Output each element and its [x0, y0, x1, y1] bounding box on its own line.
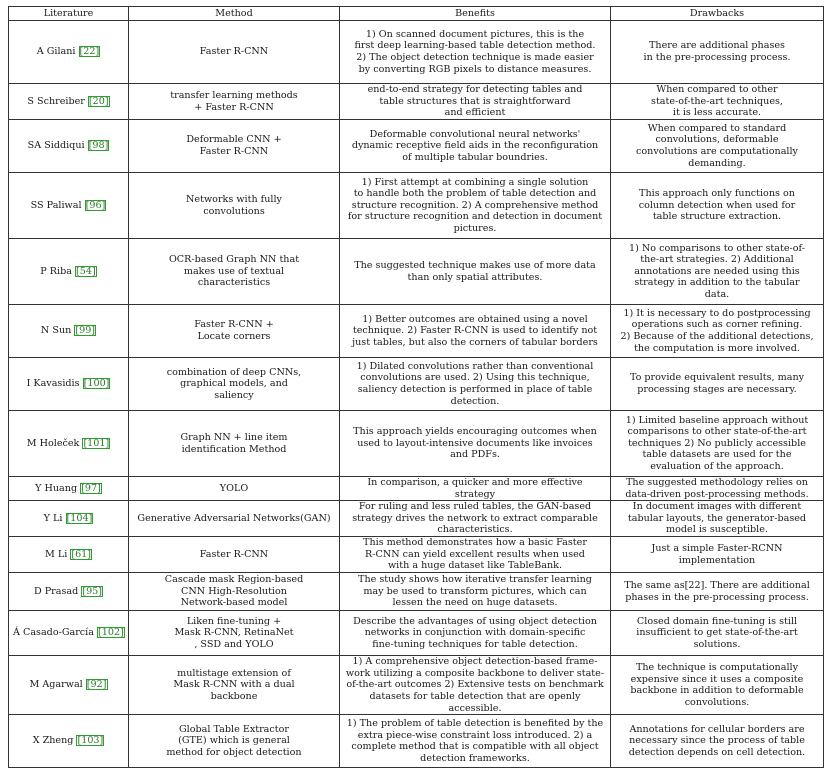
drawbacks-cell: When compared to standard convolutions, deformable convolutions are computationally demanding.	[611, 120, 824, 173]
table-row	[9, 573, 824, 611]
method-cell: Cascade mask Region-based CNN High-Resolution Network-based model	[129, 573, 340, 611]
literature-cell	[9, 501, 129, 537]
table-row	[9, 120, 824, 173]
comparison-table	[8, 6, 824, 768]
method-cell: Graph NN + line item identification Method	[129, 411, 340, 477]
citation-link[interactable]: [103]	[77, 735, 104, 747]
author-name: S Schreiber	[27, 95, 85, 107]
citation-link[interactable]: [54]	[76, 265, 96, 277]
method-cell: Liken fine-tuning + Mask R-CNN, RetinaNet , SSD and YOLO	[129, 611, 340, 656]
table-row	[9, 537, 824, 573]
citation-link[interactable]: [98]	[88, 140, 109, 152]
table-row	[9, 501, 824, 537]
header-literature: Literature	[9, 7, 129, 21]
author-name: X Zheng	[32, 735, 74, 747]
citation-link[interactable]: [92]	[86, 679, 107, 691]
citation-link[interactable]: [96]	[85, 199, 106, 211]
drawbacks-cell: This approach only functions on column detection when used for table structure extraction.	[611, 173, 824, 239]
literature-cell	[9, 358, 129, 411]
author-name: Á Casado-García	[13, 627, 94, 639]
benefits-cell: For ruling and less ruled tables, the GAN-based strategy drives the network to extract comparable characteristics.	[340, 501, 611, 537]
method-cell: Faster R-CNN	[129, 21, 340, 84]
benefits-cell: This method demonstrates how a basic Faster R-CNN can yield excellent results when used with a huge dataset like TableBank.	[340, 537, 611, 573]
method-cell: OCR-based Graph NN that makes use of textual characteristics	[129, 239, 340, 305]
drawbacks-cell: The suggested methodology relies on data-driven post-processing methods.	[611, 477, 824, 501]
citation-link[interactable]: [102]	[98, 627, 124, 639]
literature-cell	[9, 537, 129, 573]
literature-cell	[9, 477, 129, 501]
benefits-cell: 1) Dilated convolutions rather than conventional convolutions are used. 2) Using this technique, saliency detection is performed in place of table detection.	[340, 358, 611, 411]
table-row	[9, 477, 824, 501]
literature-cell	[9, 611, 129, 656]
literature-cell	[9, 21, 129, 84]
drawbacks-cell: The technique is computationally expensive since it uses a composite backbone in addition to deformable convolutions.	[611, 656, 824, 715]
method-cell: Faster R-CNN	[129, 537, 340, 573]
benefits-cell: The study shows how iterative transfer learning may be used to transform pictures, which can lessen the need on huge datasets.	[340, 573, 611, 611]
method-cell: Networks with fully convolutions	[129, 173, 340, 239]
method-cell: Faster R-CNN + Locate corners	[129, 305, 340, 358]
drawbacks-cell: Annotations for cellular borders are necessary since the process of table detection depends on cell detection.	[611, 715, 824, 768]
benefits-cell: In comparison, a quicker and more effective strategy	[340, 477, 611, 501]
benefits-cell: end-to-end strategy for detecting tables and table structures that is straightforward and efficient	[340, 84, 611, 120]
citation-link[interactable]: [22]	[79, 46, 100, 58]
author-name: M Holeček	[26, 437, 80, 449]
author-name: SS Paliwal	[30, 199, 82, 211]
table-row	[9, 611, 824, 656]
benefits-cell: 1) A comprehensive object detection-based frame- work utilizing a composite backbone to deliver state- of-the-art outcomes 2) Extensive tests on benchmark datasets for table detection that are openly accessible.	[340, 656, 611, 715]
comparison-table-page	[8, 6, 823, 768]
author-name: D Prasad	[33, 585, 79, 597]
benefits-cell: 1) First attempt at combining a single solution to handle both the problem of table detection and structure recognition. 2) A comprehensive method for structure recognition and detection in document pictures.	[340, 173, 611, 239]
author-name: M Agarwal	[29, 679, 83, 691]
method-cell: multistage extension of Mask R-CNN with a dual backbone	[129, 656, 340, 715]
citation-link[interactable]: [61]	[71, 548, 92, 560]
drawbacks-cell: When compared to other state-of-the-art techniques, it is less accurate.	[611, 84, 824, 120]
method-cell: combination of deep CNNs, graphical models, and saliency	[129, 358, 340, 411]
literature-cell	[9, 573, 129, 611]
table-row	[9, 411, 824, 477]
citation-link[interactable]: [100]	[83, 378, 110, 390]
table-body	[9, 21, 824, 768]
drawbacks-cell: To provide equivalent results, many processing stages are necessary.	[611, 358, 824, 411]
method-cell: Deformable CNN + Faster R-CNN	[129, 120, 340, 173]
benefits-cell: 1) On scanned document pictures, this is the first deep learning-based table detection method. 2) The object detection technique is made easier by converting RGB pixels to distance measures.	[340, 21, 611, 84]
citation-link[interactable]: [99]	[75, 325, 96, 337]
drawbacks-cell: The same as[22]. There are additional phases in the pre-processing process.	[611, 573, 824, 611]
citation-link[interactable]: [97]	[81, 482, 101, 494]
benefits-cell: The suggested technique makes use of more data than only spatial attributes.	[340, 239, 611, 305]
citation-link[interactable]: [95]	[82, 585, 103, 597]
benefits-cell: Describe the advantages of using object detection networks in conjunction with domain-specific fine-tuning techniques for table detection.	[340, 611, 611, 656]
author-name: I Kavasidis	[26, 378, 80, 390]
literature-cell	[9, 411, 129, 477]
benefits-cell: Deformable convolutional neural networks' dynamic receptive field aids in the reconfiguration of multiple tabular boundries.	[340, 120, 611, 173]
benefits-cell: This approach yields encouraging outcomes when used to layout-intensive documents like invoices and PDFs.	[340, 411, 611, 477]
benefits-cell: 1) The problem of table detection is benefited by the extra piece-wise constraint loss introduced. 2) a complete method that is compatible with all object detection frameworks.	[340, 715, 611, 768]
literature-cell	[9, 120, 129, 173]
header-row	[9, 7, 824, 21]
literature-cell	[9, 84, 129, 120]
literature-cell	[9, 715, 129, 768]
method-cell: Global Table Extractor (GTE) which is general method for object detection	[129, 715, 340, 768]
table-row	[9, 358, 824, 411]
author-name: M Li	[44, 548, 68, 560]
citation-link[interactable]: [20]	[88, 95, 109, 107]
literature-cell	[9, 305, 129, 358]
author-name: A Gilani	[36, 46, 76, 58]
drawbacks-cell: Closed domain fine-tuning is still insufficient to get state-of-the-art solutions.	[611, 611, 824, 656]
literature-cell	[9, 173, 129, 239]
table-row	[9, 173, 824, 239]
method-cell: transfer learning methods + Faster R-CNN	[129, 84, 340, 120]
literature-cell	[9, 239, 129, 305]
author-name: Y Li	[43, 512, 63, 524]
drawbacks-cell: 1) No comparisons to other state-of- the-art strategies. 2) Additional annotations are needed using this strategy in addition to the tabular data.	[611, 239, 824, 305]
table-row	[9, 305, 824, 358]
author-name: N Sun	[40, 325, 72, 337]
table-row	[9, 239, 824, 305]
benefits-cell: 1) Better outcomes are obtained using a novel technique. 2) Faster R-CNN is used to identify not just tables, but also the corners of tabular borders	[340, 305, 611, 358]
author-name: SA Siddiqui	[27, 140, 85, 152]
drawbacks-cell: 1) Limited baseline approach without comparisons to other state-of-the-art techniques 2) No publicly accessible table datasets are used for the evaluation of the approach.	[611, 411, 824, 477]
literature-cell	[9, 656, 129, 715]
header-benefits: Benefits	[340, 7, 611, 21]
method-cell: Generative Adversarial Networks(GAN)	[129, 501, 340, 537]
header-method: Method	[129, 7, 340, 21]
author-name: Y Huang	[35, 482, 78, 494]
drawbacks-cell: 1) It is necessary to do postprocessing operations such as corner refining. 2) Because of the additional detections, the computation is more involved.	[611, 305, 824, 358]
table-row	[9, 715, 824, 768]
method-cell: YOLO	[129, 477, 340, 501]
author-name: P Riba	[40, 265, 72, 277]
citation-link[interactable]: [101]	[83, 437, 110, 449]
citation-link[interactable]: [104]	[66, 512, 93, 524]
table-row	[9, 21, 824, 84]
table-row	[9, 84, 824, 120]
table-row	[9, 656, 824, 715]
drawbacks-cell: In document images with different tabular layouts, the generator-based model is susceptible.	[611, 501, 824, 537]
header-drawbacks: Drawbacks	[611, 7, 824, 21]
drawbacks-cell: Just a simple Faster-RCNN implementation	[611, 537, 824, 573]
drawbacks-cell: There are additional phases in the pre-processing process.	[611, 21, 824, 84]
